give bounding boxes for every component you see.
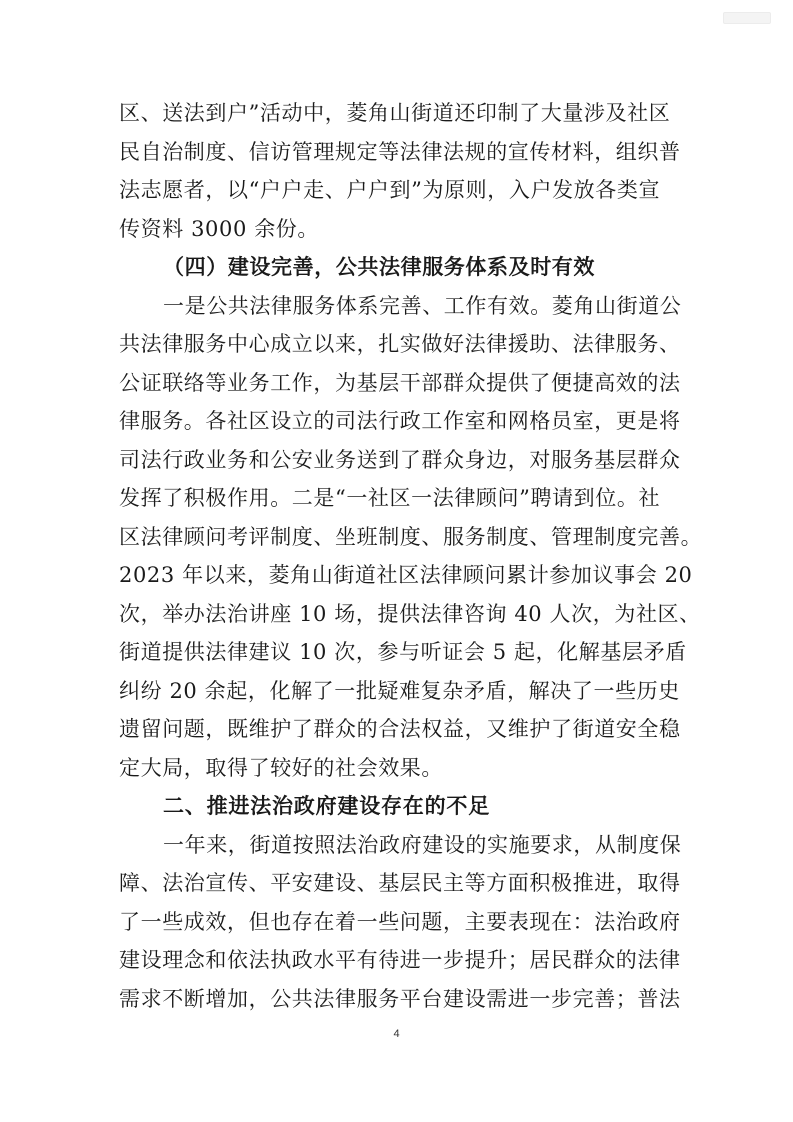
body-line: 区法律顾问考评制度、坐班制度、服务制度、管理制度完善。 xyxy=(119,524,703,549)
body-line: 定大局，取得了较好的社会效果。 xyxy=(119,755,443,780)
body-line: 区、送法到户”活动中，菱角山街道还印制了大量涉及社区 xyxy=(119,101,671,125)
body-line: 法志愿者，以“户户走、户户到”为原则，入户发放各类宣 xyxy=(119,178,661,202)
body-line: 次，举办法治讲座 10 场，提供法律咨询 40 人次，为社区、 xyxy=(119,601,701,626)
body-line: 了一些成效，但也存在着一些问题，主要表现在：法治政府 xyxy=(119,909,681,934)
body-line: 2023 年以来，菱角山街道社区法律顾问累计参加议事会 20 xyxy=(119,563,693,587)
document-body xyxy=(119,94,703,1018)
body-line: 需求不断增加，公共法律服务平台建设需进一步完善；普法 xyxy=(119,986,681,1011)
body-line: 发挥了积极作用。二是“一社区一法律顾问”聘请到位。社 xyxy=(119,486,661,510)
paragraph-first-line: 一是公共法律服务体系完善、工作有效。菱角山街道公 xyxy=(163,293,682,318)
body-line: 司法行政业务和公安业务送到了群众身边，对服务基层群众 xyxy=(119,447,681,472)
section-subheading: （四）建设完善，公共法律服务体系及时有效 xyxy=(163,254,595,279)
body-line: 律服务。各社区设立的司法行政工作室和网格员室，更是将 xyxy=(119,409,681,433)
body-line: 障、法治宣传、平安建设、基层民主等方面积极推进，取得 xyxy=(119,871,681,895)
body-line: 纠纷 20 余起，化解了一批疑难复杂矛盾，解决了一些历史 xyxy=(119,678,680,703)
body-line: 民自治制度、信访管理规定等法律法规的宣传材料，组织普 xyxy=(119,139,681,164)
body-line: 共法律服务中心成立以来，扎实做好法律援助、法律服务、 xyxy=(119,332,681,356)
body-line: 传资料 3000 余份。 xyxy=(119,216,319,241)
section-heading: 二、推进法治政府建设存在的不足 xyxy=(163,794,490,818)
paragraph-first-line: 一年来，街道按照法治政府建设的实施要求，从制度保 xyxy=(163,832,682,857)
page-number: 4 xyxy=(393,1028,400,1040)
scan-mark xyxy=(723,12,771,24)
body-line: 建设理念和依法执政水平有待进一步提升；居民群众的法律 xyxy=(119,948,681,972)
body-line: 遗留问题，既维护了群众的合法权益，又维护了街道安全稳 xyxy=(119,717,681,741)
body-line: 街道提供法律建议 10 次，参与听证会 5 起，化解基层矛盾 xyxy=(119,640,687,664)
body-line: 公证联络等业务工作，为基层干部群众提供了便捷高效的法 xyxy=(119,370,681,395)
